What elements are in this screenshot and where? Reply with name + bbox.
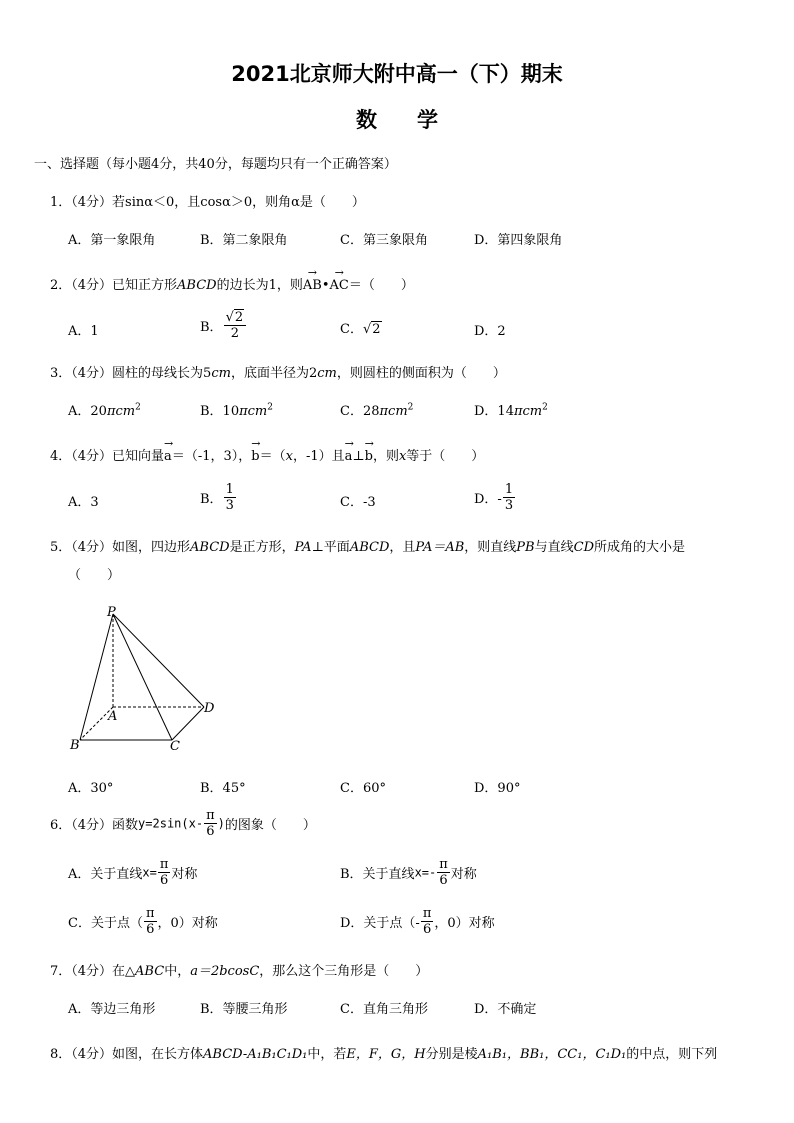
q4-vector-b: → b — [251, 449, 259, 464]
q1-option-b: B．第二象限角 — [200, 233, 288, 248]
question-7-stem: 7．（4分）在△ABC中，a＝2bcosC，那么这个三角形是（ ） — [50, 964, 429, 979]
q2-option-b-label: B． — [200, 320, 223, 335]
vertex-label-b: B — [70, 738, 80, 753]
q2-option-c-sqrt: √2 — [362, 322, 381, 337]
q5-option-c: C．60° — [340, 781, 386, 796]
q2-option-a: A．1 — [68, 324, 99, 339]
q3-option-c: C．28πcm$^2$ — [340, 402, 414, 419]
vertex-label-d: D — [204, 701, 215, 716]
q2-square-name: ABCD — [177, 278, 217, 293]
q7-option-b: B．等腰三角形 — [200, 1002, 288, 1017]
q4-option-b-fraction: $\frac{1}{3}$ — [225, 482, 234, 513]
q2-option-d: D．2 — [474, 324, 506, 339]
q2-option-c-label: C． — [340, 322, 363, 337]
q2-vector-ab: → AB — [303, 278, 322, 293]
q2-stem-post: ＝（ ） — [348, 278, 414, 293]
q2-option-c — [340, 318, 382, 337]
q1-option-a: A．第一象限角 — [68, 233, 156, 248]
q4-option-a: A．3 — [68, 495, 99, 510]
q7-option-c: C．直角三角形 — [340, 1002, 428, 1017]
q5-option-d: D．90° — [474, 781, 521, 796]
q7-option-a: A．等边三角形 — [68, 1002, 156, 1017]
q4-vector-a: → a — [164, 449, 172, 464]
page-subtitle: 数学 — [356, 108, 478, 132]
q4-option-d-fraction: $\frac{1}{3}$ — [504, 482, 514, 513]
edge-pd — [113, 614, 204, 707]
q5-option-a: A．30° — [68, 781, 114, 796]
q2-stem-mid: 的边长为1，则 — [216, 278, 303, 293]
question-8-stem: 8．（4分）如图，在长方体ABCD-A₁B₁C₁D₁中，若E，F，G，H分别是棱A₁B₁，BB₁，CC₁，C₁D₁的中点，则下列 — [50, 1047, 718, 1062]
q2-vector-ac: → AC — [330, 278, 349, 293]
edge-pc — [113, 614, 172, 740]
question-2-stem — [50, 274, 414, 293]
q4-option-d: D．- $\frac{1}{3}$ — [474, 482, 514, 513]
q2-option-b — [200, 310, 247, 341]
question-5-stem-line2: （ ） — [68, 568, 121, 583]
q6-option-d: D．关于点（- $\frac{\pi}{6}$ ，0）对称 — [340, 906, 495, 937]
question-3-stem: 3．（4分）圆柱的母线长为5cm，底面半径为2cm，则圆柱的侧面积为（ ） — [50, 366, 506, 381]
q2-option-b-sqrt: √2 — [225, 310, 244, 325]
q3-option-b: B．10πcm$^2$ — [200, 402, 273, 419]
q5-option-b: B．45° — [200, 781, 246, 796]
q2-option-b-fraction: $\frac{√2}{2}$ — [224, 310, 247, 341]
edge-cd — [172, 707, 204, 740]
page-title: 2021北京师大附中高一（下）期末 — [231, 62, 563, 86]
q2-stem-pre: 2．（4分）已知正方形 — [50, 278, 178, 293]
q1-option-d: D．第四象限角 — [474, 233, 563, 248]
q1-option-c: C．第三象限角 — [340, 233, 428, 248]
q4-option-b: B． $\frac{1}{3}$ — [200, 482, 234, 513]
question-1-stem: 1．（4分）若sinα＜0，且cosα＞0，则角α是（ ） — [50, 195, 365, 210]
q6-function: y=2sin(x- — [138, 816, 204, 831]
vertex-label-p: P — [107, 605, 116, 620]
question-6-stem: 6．（4分）函数y=2sin(x- $\frac{\pi}{6}$ )的图象（ ） — [50, 808, 316, 839]
q4-option-c: C．-3 — [340, 495, 376, 510]
q2-dot: • — [321, 278, 330, 293]
pyramid-figure — [64, 600, 234, 760]
q6-option-a: A．关于直线x= $\frac{\pi}{6}$ 对称 — [68, 857, 198, 888]
section-heading: 一、选择题（每小题4分，共40分，每题均只有一个正确答案） — [34, 157, 397, 172]
question-4-stem: 4．（4分）已知向量→ a＝（-1，3），→ b＝（x，-1）且→ a⊥→ b，则x等于（ ） — [50, 445, 484, 464]
q3-option-a: A．20πcm$^2$ — [68, 402, 141, 419]
question-5-stem: 5．（4分）如图，四边形ABCD是正方形，PA⊥平面ABCD，且PA＝AB，则直线PB与直线CD所成角的大小是 — [50, 540, 686, 555]
q6-function-fraction: $\frac{\pi}{6}$ — [206, 808, 215, 839]
vertex-label-c: C — [170, 739, 180, 754]
q6-option-b: B．关于直线x=- $\frac{\pi}{6}$ 对称 — [340, 857, 477, 888]
q6-option-c: C．关于点（ $\frac{\pi}{6}$ ，0）对称 — [68, 906, 218, 937]
q3-option-d: D．14πcm$^2$ — [474, 402, 548, 419]
q7-option-d: D．不确定 — [474, 1002, 537, 1017]
vertex-label-a: A — [108, 709, 118, 724]
